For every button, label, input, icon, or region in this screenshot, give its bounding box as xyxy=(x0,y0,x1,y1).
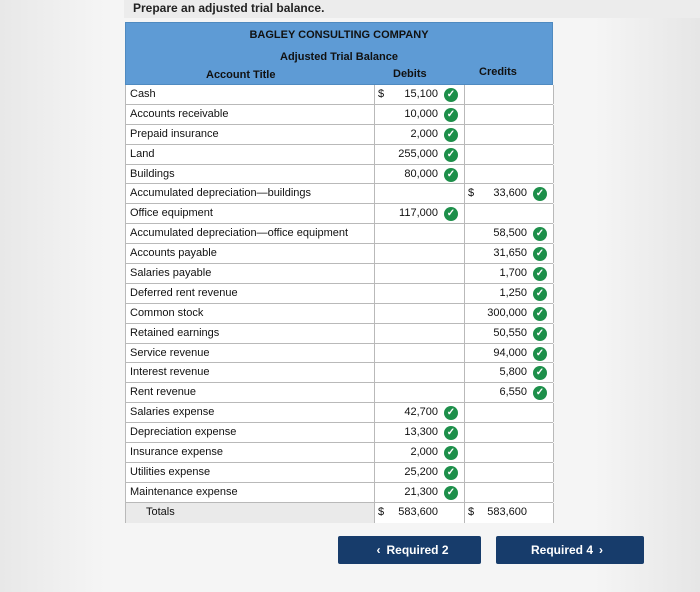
table-row xyxy=(126,85,553,105)
check-circle-icon: ✓ xyxy=(444,466,458,480)
debit-value: 25,200 xyxy=(404,465,438,478)
table-row xyxy=(126,324,553,344)
credit-input[interactable] xyxy=(464,423,554,442)
table-row xyxy=(126,244,553,264)
credit-input[interactable] xyxy=(464,105,554,124)
chevron-left-icon: ‹ xyxy=(376,543,381,557)
credit-input[interactable] xyxy=(464,244,554,263)
credit-input[interactable] xyxy=(464,383,554,402)
table-row xyxy=(126,125,553,145)
table-title: Adjusted Trial Balance xyxy=(280,51,398,63)
credit-input[interactable] xyxy=(464,204,554,223)
credit-value: 300,000 xyxy=(487,306,527,319)
debit-value: 15,100 xyxy=(404,88,438,100)
check-circle-icon: ✓ xyxy=(533,287,547,301)
table-row xyxy=(126,344,553,364)
debit-value: 13,300 xyxy=(404,426,438,439)
check-circle-icon: ✓ xyxy=(444,207,458,221)
debit-value: 10,000 xyxy=(404,107,438,120)
check-circle-icon: ✓ xyxy=(444,168,458,182)
account-title: Cash xyxy=(130,88,156,100)
table-row xyxy=(126,383,553,403)
check-circle-icon: ✓ xyxy=(444,148,458,162)
credit-input[interactable] xyxy=(464,463,554,482)
credit-input[interactable] xyxy=(464,304,554,323)
previous-required-button[interactable] xyxy=(338,536,481,564)
check-circle-icon: ✓ xyxy=(533,386,547,400)
table-header xyxy=(125,22,553,85)
table-row xyxy=(126,463,553,483)
account-title: Deferred rent revenue xyxy=(130,286,238,299)
table-row xyxy=(126,423,553,443)
table-row xyxy=(126,304,553,324)
check-circle-icon: ✓ xyxy=(533,247,547,261)
credit-value: 1,250 xyxy=(499,286,527,299)
credit-value: 31,650 xyxy=(493,247,527,260)
table-row xyxy=(126,284,553,304)
debit-value: 2,000 xyxy=(410,127,438,140)
debit-value: 2,000 xyxy=(410,446,438,459)
credit-value: 33,600 xyxy=(493,187,527,200)
debit-input[interactable] xyxy=(374,443,464,462)
debit-input[interactable] xyxy=(374,224,464,243)
check-circle-icon: ✓ xyxy=(533,187,547,201)
debit-value: 255,000 xyxy=(398,147,438,160)
credit-input[interactable] xyxy=(464,224,554,243)
account-title: Rent revenue xyxy=(130,386,197,399)
column-header-debits: Debits xyxy=(393,68,427,80)
check-circle-icon: ✓ xyxy=(444,108,458,122)
debit-input[interactable] xyxy=(374,264,464,283)
check-circle-icon: ✓ xyxy=(444,486,458,500)
trial-balance-table xyxy=(125,22,553,523)
debit-input[interactable] xyxy=(374,244,464,263)
table-body xyxy=(125,85,553,523)
debit-value: 21,300 xyxy=(404,485,438,498)
column-header-credits: Credits xyxy=(479,66,517,78)
table-row xyxy=(126,443,553,463)
debit-input[interactable] xyxy=(374,324,464,343)
account-title: Accumulated depreciation—office equipment xyxy=(130,227,349,240)
credit-input[interactable] xyxy=(464,344,554,363)
dollar-sign: $ xyxy=(468,187,475,200)
check-circle-icon: ✓ xyxy=(444,406,458,420)
credit-input[interactable] xyxy=(464,363,554,382)
account-title: Utilities expense xyxy=(130,465,211,478)
total-credits xyxy=(464,503,554,523)
company-name: BAGLEY CONSULTING COMPANY xyxy=(249,29,429,41)
check-circle-icon: ✓ xyxy=(533,366,547,380)
credit-input[interactable] xyxy=(464,85,554,104)
credit-value: 50,550 xyxy=(493,326,527,339)
table-row xyxy=(126,184,553,204)
totals-row xyxy=(126,503,553,523)
credit-value: 58,500 xyxy=(493,227,527,240)
chevron-right-icon: › xyxy=(599,543,603,557)
credit-value: 94,000 xyxy=(493,346,527,359)
credit-input[interactable] xyxy=(464,324,554,343)
credit-value: 6,550 xyxy=(499,386,527,399)
account-title: Land xyxy=(130,147,155,160)
debit-input[interactable] xyxy=(374,483,464,502)
credit-input[interactable] xyxy=(464,165,554,184)
table-row xyxy=(126,403,553,423)
check-circle-icon: ✓ xyxy=(533,227,547,241)
credit-input[interactable] xyxy=(464,184,554,203)
debit-value: 80,000 xyxy=(404,167,438,180)
table-row xyxy=(126,145,553,165)
debit-input[interactable] xyxy=(374,184,464,203)
total-debit-value: 583,600 xyxy=(398,505,438,518)
credit-value: 5,800 xyxy=(499,366,527,379)
account-title: Buildings xyxy=(130,167,175,180)
table-row xyxy=(126,224,553,244)
prompt-text: Prepare an adjusted trial balance. xyxy=(133,1,325,15)
check-circle-icon: ✓ xyxy=(533,327,547,341)
next-required-label: Required 4 xyxy=(530,543,593,557)
credit-input[interactable] xyxy=(464,284,554,303)
table-row xyxy=(126,165,553,185)
credit-input[interactable] xyxy=(464,264,554,283)
debit-input[interactable] xyxy=(374,383,464,402)
debit-input[interactable] xyxy=(374,344,464,363)
check-circle-icon: ✓ xyxy=(533,267,547,281)
table-row xyxy=(126,204,553,224)
account-title: Office equipment xyxy=(130,207,213,220)
debit-input[interactable] xyxy=(374,284,464,303)
table-row xyxy=(126,483,553,503)
debit-input[interactable] xyxy=(374,125,464,144)
previous-required-label: Required 2 xyxy=(386,543,449,557)
account-title: Common stock xyxy=(130,306,204,319)
table-row xyxy=(126,264,553,284)
credit-value: 1,700 xyxy=(499,267,527,280)
account-title: Accumulated depreciation—buildings xyxy=(130,187,311,200)
debit-value: 42,700 xyxy=(404,406,438,419)
totals-label: Totals xyxy=(146,505,175,518)
next-required-button[interactable] xyxy=(496,536,644,564)
account-title: Depreciation expense xyxy=(130,426,237,439)
account-title: Salaries payable xyxy=(130,267,212,280)
account-title: Service revenue xyxy=(130,346,210,359)
check-circle-icon: ✓ xyxy=(533,347,547,361)
check-circle-icon: ✓ xyxy=(444,128,458,142)
table-row xyxy=(126,105,553,125)
debit-input[interactable] xyxy=(374,304,464,323)
dollar-sign: $ xyxy=(468,505,475,518)
debit-input[interactable] xyxy=(374,363,464,382)
dollar-sign: $ xyxy=(378,88,385,100)
account-title: Retained earnings xyxy=(130,326,220,339)
check-circle-icon: ✓ xyxy=(444,426,458,440)
column-header-account: Account Title xyxy=(206,69,276,81)
check-circle-icon: ✓ xyxy=(444,88,458,102)
debit-value: 117,000 xyxy=(399,207,438,220)
debit-input[interactable] xyxy=(374,165,464,184)
debit-input[interactable] xyxy=(374,423,464,442)
account-title: Insurance expense xyxy=(130,446,223,459)
debit-input[interactable] xyxy=(374,403,464,422)
account-title: Accounts payable xyxy=(130,247,217,260)
dollar-sign: $ xyxy=(378,505,385,518)
total-credit-value: 583,600 xyxy=(487,505,527,518)
account-title: Interest revenue xyxy=(130,366,210,379)
check-circle-icon: ✓ xyxy=(533,307,547,321)
account-title: Accounts receivable xyxy=(130,107,229,120)
credit-input[interactable] xyxy=(464,145,554,164)
account-title: Prepaid insurance xyxy=(130,127,219,140)
debit-input[interactable] xyxy=(374,105,464,124)
debit-input[interactable] xyxy=(374,145,464,164)
credit-input[interactable] xyxy=(464,403,554,422)
account-title: Salaries expense xyxy=(130,406,215,419)
table-row xyxy=(126,363,553,383)
debit-input[interactable] xyxy=(374,85,464,104)
debit-input[interactable] xyxy=(374,204,464,223)
check-circle-icon: ✓ xyxy=(444,446,458,460)
credit-input[interactable] xyxy=(464,443,554,462)
account-title: Maintenance expense xyxy=(130,485,238,498)
credit-input[interactable] xyxy=(464,125,554,144)
debit-input[interactable] xyxy=(374,463,464,482)
credit-input[interactable] xyxy=(464,483,554,502)
total-debits xyxy=(374,503,464,523)
